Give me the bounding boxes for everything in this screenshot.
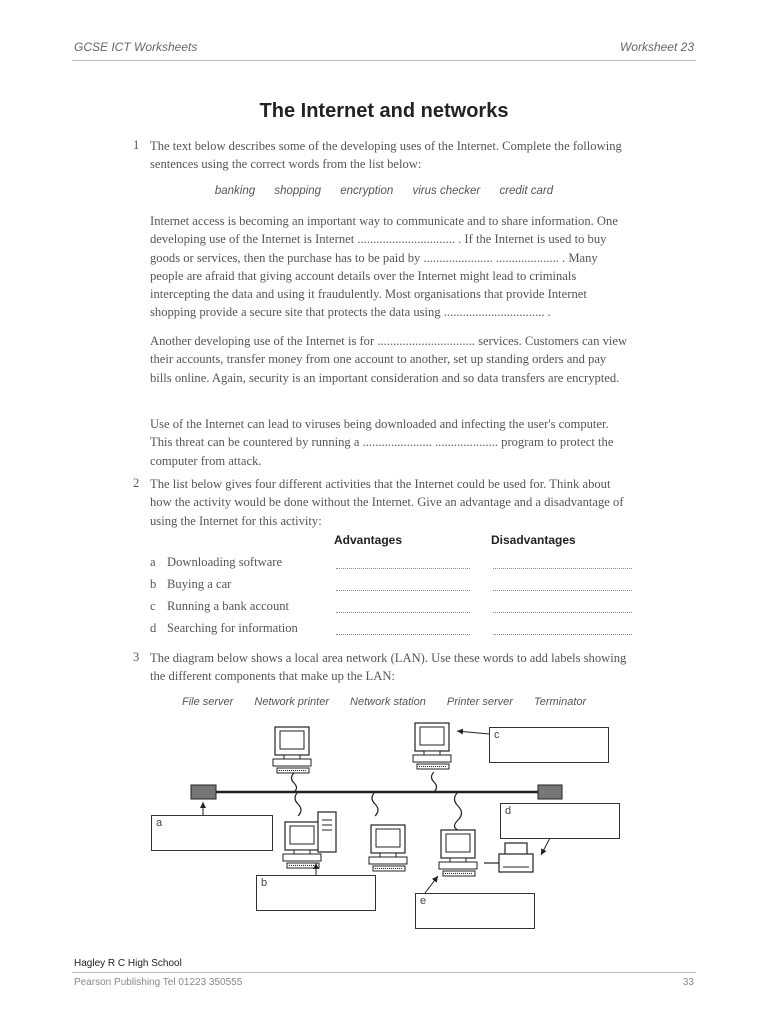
footer-rule (72, 972, 696, 973)
header-right: Worksheet 23 (619, 40, 694, 54)
header-left: GCSE ICT Worksheets (74, 40, 198, 54)
word-banking: banking (214, 185, 256, 197)
q1-intro: The text below describes some of the developing uses of the Internet. Complete the following sentences using the correct words from the list below: (150, 139, 622, 172)
word-shopping: shopping (274, 185, 322, 197)
network-station-top-left (273, 727, 311, 773)
label-box-b[interactable]: b (256, 875, 376, 911)
page-title: The Internet and networks (259, 100, 509, 122)
terminator-right (538, 785, 562, 799)
advantages-heading: Advantages (334, 533, 403, 547)
q3-intro: The diagram below shows a local area network (LAN). Use these words to add labels showing the different components that make up the LAN: (150, 651, 627, 684)
footer-school: Hagley R C High School (74, 958, 182, 969)
word-encryption: encryption (340, 185, 394, 197)
page-number: 33 (682, 977, 694, 988)
network-station-top-right (413, 723, 451, 769)
q1-paragraph-3: Use of the Internet can lead to viruses being downloaded and infecting the user's computer. This threat can be countered by running a ...................... .................... program to protect the computer from attack. (150, 417, 614, 468)
q1-paragraph-2: Another developing use of the Internet is for ............................... services. Customers can view their accounts, transfer money from one account to another, set up standing orders and pay bills online. Again, security is an important consideration and so data transfers are encrypted. (150, 334, 628, 385)
label-box-e[interactable]: e (415, 893, 535, 929)
network-station-printer-server (439, 830, 477, 876)
network-station-file-server (283, 822, 321, 868)
q1-number: 1 (133, 138, 140, 152)
word-terminator: Terminator (534, 696, 587, 708)
activity-c: c Running a bank account (150, 599, 290, 613)
word-network-printer: Network printer (254, 696, 329, 708)
word-printer-server: Printer server (446, 696, 513, 708)
file-server-tower (318, 812, 336, 852)
q1-paragraph-1: Internet access is becoming an important way to communicate and to share information. One developing use of the Internet is Internet ............................... . If the Internet is used to buy goods or services, then the purchase has to be paid by ...................... .................... . Many people are afraid that giving account details over the Internet might lead to criminals intercepting the data and using it fraudulently. Most organisations that provide Internet shopping provide a secure site that protects the data using ................................ . (150, 214, 618, 320)
word-file-server: File server (182, 696, 234, 708)
label-box-c[interactable]: c (489, 727, 609, 763)
word-network-station: Network station (350, 696, 426, 708)
disadvantages-heading: Disadvantages (491, 533, 576, 547)
q2-number: 2 (133, 476, 140, 490)
q3-number: 3 (133, 650, 140, 664)
q2-intro: The list below gives four different activities that the Internet could be used for. Think about how the activity would be done without the Internet. Give an advantage and a disadvantage of using the Internet for this activity: (150, 477, 624, 528)
activity-a: a Downloading software (150, 555, 283, 569)
label-box-d[interactable]: d (500, 803, 620, 839)
footer-publisher: Pearson Publishing Tel 01223 350555 (74, 977, 243, 988)
activity-d: d Searching for information (150, 621, 298, 635)
word-credit-card: credit card (499, 185, 554, 197)
network-printer (499, 843, 533, 872)
activity-b: b Buying a car (150, 577, 232, 591)
word-virus-checker: virus checker (412, 185, 481, 197)
network-station-bottom-middle (369, 825, 407, 871)
label-box-a[interactable]: a (151, 815, 273, 851)
terminator-left (191, 785, 216, 799)
